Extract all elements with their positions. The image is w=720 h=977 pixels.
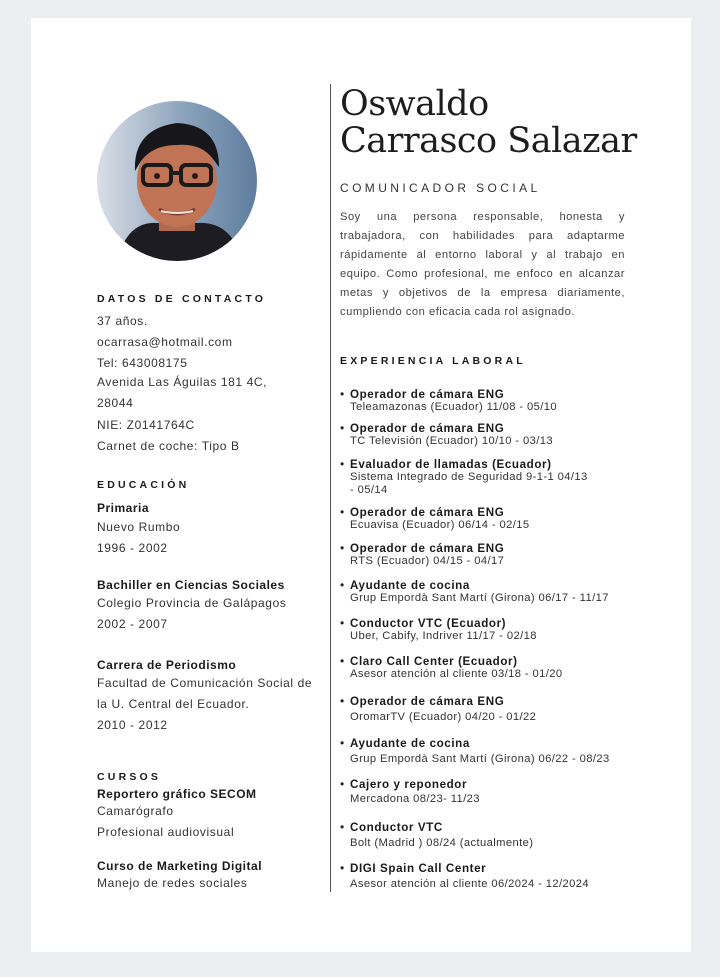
experience-item — [340, 694, 670, 724]
bullet-icon: • — [340, 736, 345, 750]
course-detail: Profesional audiovisual — [97, 825, 235, 839]
name-line-first: Oswaldo — [340, 84, 489, 124]
experience-detail: RTS (Ecuador) 04/15 - 04/17 — [350, 555, 505, 567]
experience-detail: OromarTV (Ecuador) 04/20 - 01/22 — [350, 711, 537, 723]
contact-section-title: DATOS DE CONTACTO — [97, 293, 267, 305]
resume-page — [31, 18, 691, 952]
experience-item — [340, 387, 670, 414]
full-name — [340, 86, 637, 160]
experience-detail: Uber, Cabify, Indriver 11/17 - 02/18 — [350, 630, 537, 642]
experience-title: Conductor VTC (Ecuador) — [350, 617, 507, 630]
bullet-icon: • — [340, 654, 345, 668]
education-section-title: EDUCACIÓN — [97, 479, 190, 491]
experience-detail: Sistema Integrado de Seguridad 9-1-1 04/13 - 05/14 — [350, 471, 588, 496]
job-role: COMUNICADOR SOCIAL — [340, 181, 541, 195]
bullet-icon: • — [340, 777, 345, 791]
education-school: Facultad de Comunicación Social de la U. Central del Ecuador. — [97, 676, 313, 711]
experience-detail: Mercadona 08/23- 11/23 — [350, 793, 480, 805]
name-line-last: Carrasco Salazar — [340, 121, 637, 161]
bullet-icon: • — [340, 578, 345, 592]
experience-item — [340, 820, 670, 850]
bullet-icon: • — [340, 505, 345, 519]
bullet-icon: • — [340, 457, 345, 471]
experience-item — [340, 654, 670, 681]
bullet-icon: • — [340, 861, 345, 875]
bullet-icon: • — [340, 820, 345, 834]
course-name: Curso de Marketing Digital — [97, 859, 263, 873]
education-school: Nuevo Rumbo — [97, 520, 181, 534]
profile-photo — [97, 101, 257, 261]
experience-item — [340, 616, 670, 643]
experience-title: Operador de cámara ENG — [350, 542, 505, 555]
experience-title: Operador de cámara ENG — [350, 388, 505, 401]
contact-nie: NIE: Z0141764C — [97, 418, 195, 432]
education-school: Colegio Provincia de Galápagos — [97, 596, 287, 610]
experience-title: Claro Call Center (Ecuador) — [350, 655, 518, 668]
bullet-icon: • — [340, 616, 345, 630]
course-name: Reportero gráfico SECOM — [97, 787, 257, 801]
experience-item — [340, 457, 670, 497]
bullet-icon: • — [340, 541, 345, 555]
contact-license: Carnet de coche: Tipo B — [97, 439, 240, 453]
contact-age: 37 años. — [97, 314, 148, 328]
experience-title: Cajero y reponedor — [350, 778, 468, 791]
experience-title: Operador de cámara ENG — [350, 695, 505, 708]
bullet-icon: • — [340, 421, 345, 435]
experience-title: DIGI Spain Call Center — [350, 862, 487, 875]
education-years: 1996 - 2002 — [97, 541, 168, 555]
experience-item — [340, 736, 670, 766]
experience-item — [340, 777, 670, 806]
experience-title: Ayudante de cocina — [350, 579, 470, 592]
experience-section-title: EXPERIENCIA LABORAL — [340, 355, 526, 367]
contact-email[interactable]: ocarrasa@hotmail.com — [97, 335, 233, 349]
experience-detail: Bolt (Madrid ) 08/24 (actualmente) — [350, 837, 534, 849]
experience-title: Evaluador de llamadas (Ecuador) — [350, 458, 552, 471]
experience-item — [340, 578, 670, 605]
bullet-icon: • — [340, 387, 345, 401]
course-detail: Camarógrafo — [97, 804, 174, 818]
experience-title: Operador de cámara ENG — [350, 422, 505, 435]
education-years: 2010 - 2012 — [97, 718, 168, 732]
contact-address: Avenida Las Águilas 181 4C, 28044 — [97, 375, 268, 410]
experience-item — [340, 421, 670, 448]
course-detail: Manejo de redes sociales — [97, 876, 248, 890]
experience-detail: Grup Empordà Sant Martí (Girona) 06/17 - 11/17 — [350, 592, 609, 604]
education-degree: Carrera de Periodismo — [97, 658, 237, 672]
profile-summary: Soy una persona responsable, honesta y trabajadora, con habilidades para adaptarme rápidamente al entorno laboral y al trabajo en equipo. Como profesional, me enfoco en alcanzar metas y objetivos de la empresa diariamente, cumpliendo con eficacia cada rol asignado. — [340, 211, 625, 319]
experience-item — [340, 861, 670, 891]
column-divider — [330, 84, 331, 892]
experience-detail: Asesor atención al cliente 06/2024 - 12/2024 — [350, 878, 590, 890]
experience-detail: Grup Empordà Sant Martí (Girona) 06/22 - 08/23 — [350, 753, 610, 765]
experience-title: Ayudante de cocina — [350, 737, 470, 750]
experience-title: Conductor VTC — [350, 821, 443, 834]
experience-detail: Asesor atención al cliente 03/18 - 01/20 — [350, 668, 563, 680]
courses-section-title: CURSOS — [97, 771, 162, 783]
contact-phone[interactable]: Tel: 643008175 — [97, 356, 188, 370]
experience-detail: Teleamazonas (Ecuador) 11/08 - 05/10 — [350, 401, 557, 413]
experience-item — [340, 505, 670, 532]
education-degree: Primaria — [97, 501, 150, 515]
education-degree: Bachiller en Ciencias Sociales — [97, 578, 285, 592]
experience-title: Operador de cámara ENG — [350, 506, 505, 519]
experience-detail: Ecuavisa (Ecuador) 06/14 - 02/15 — [350, 519, 530, 531]
experience-item — [340, 541, 670, 568]
education-years: 2002 - 2007 — [97, 617, 168, 631]
bullet-icon: • — [340, 694, 345, 708]
experience-detail: TC Televisión (Ecuador) 10/10 - 03/13 — [350, 435, 554, 447]
